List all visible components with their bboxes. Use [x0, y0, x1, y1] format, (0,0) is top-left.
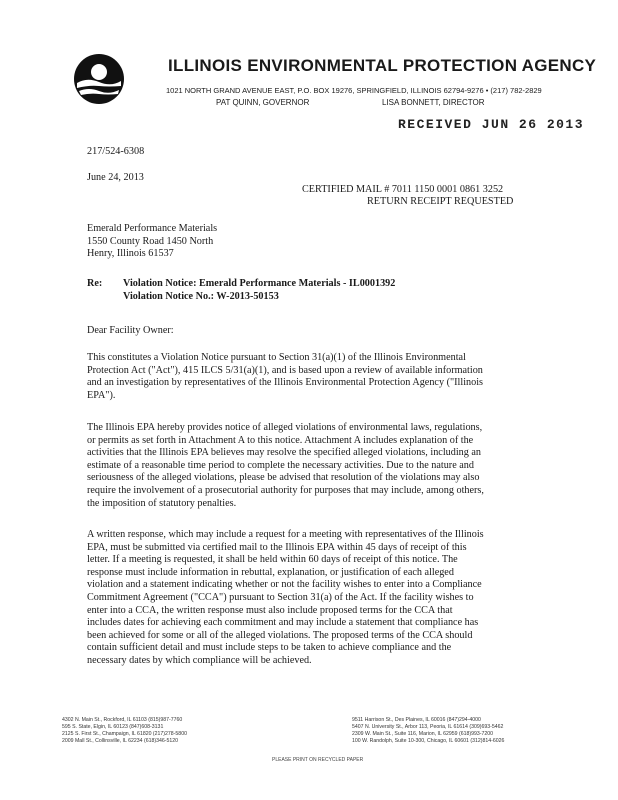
footer-office: 2309 W. Main St., Suite 116, Marion, IL 62959 (618)993-7200: [352, 731, 494, 737]
paragraph-line: require the involvement of a prosecutorial authority for purposes that may include, among others,: [87, 484, 484, 496]
footer-office: 100 W. Randolph, Suite 10-300, Chicago, IL 60601 (312)814-6026: [352, 738, 505, 744]
footer-office: 4302 N. Main St., Rockford, IL 61103 (815)987-7760: [62, 717, 183, 723]
letter-date: June 24, 2013: [87, 172, 144, 183]
paragraph-line: violation and a statement indicating whether or not the facility wishes to enter into a Compliance: [87, 579, 482, 591]
paragraph-line: the imposition of statutory penalties.: [87, 497, 237, 509]
paragraph-line: A written response, which may include a request for a meeting with representatives of the Illinois: [87, 529, 484, 540]
certified-mail-line: CERTIFIED MAIL # 7011 1150 0001 0861 3252: [302, 184, 504, 195]
paragraph-line: seriousness of the alleged violations, please be advised that resolution of the violations may also: [87, 472, 480, 484]
salutation: Dear Facility Owner:: [87, 325, 174, 336]
re-line: Violation Notice: Emerald Performance Materials - IL0001392: [123, 278, 396, 289]
paragraph-line: contain sufficient detail and must include steps to be taken to achieve compliance and the: [87, 642, 452, 654]
footer-office: 595 S. State, Elgin, IL 60123 (847)608-3131: [62, 724, 164, 730]
governor-name: PAT QUINN, GOVERNOR: [216, 98, 310, 107]
paragraph-line: This constitutes a Violation Notice pursuant to Section 31(a)(1) of the Illinois Environmental: [87, 352, 466, 363]
re-label: Re:: [87, 278, 103, 289]
agency-seal-icon: [73, 53, 125, 105]
re-subject: [123, 278, 395, 303]
agency-name: ILLINOIS ENVIRONMENTAL PROTECTION AGENCY: [168, 56, 597, 75]
footer-office: 2125 S. First St., Champaign, IL 61820 (217)278-5800: [62, 731, 187, 737]
recipient-line: 1550 County Road 1450 North: [87, 235, 214, 247]
footer-office: 5407 N. University St., Arbor 113, Peoria, IL 61614 (309)693-5462: [352, 724, 504, 730]
paragraph-line: necessary dates by which compliance will be achieved.: [87, 654, 312, 666]
paragraph-line: EPA, must be submitted via certified mail to the Illinois EPA within 45 days of receipt of this: [87, 541, 467, 553]
re-line: Violation Notice No.: W-2013-50153: [123, 290, 279, 302]
paragraph-line: or permits as set forth in Attachment A to this notice. Attachment A includes explanation of the: [87, 434, 474, 446]
paragraph-3: [87, 529, 557, 668]
paragraph-2: [87, 422, 557, 510]
paragraph-line: EPA").: [87, 389, 116, 401]
paragraph-line: estimate of a reasonable time period to complete the necessary activities. Due to the nature and: [87, 459, 474, 471]
footer-office: 9511 Harrison St., Des Plaines, IL 60016 (847)294-4000: [352, 717, 481, 723]
paragraph-line: response must include information in rebuttal, explanation, or justification of each alleged: [87, 566, 454, 578]
recipient-address: [87, 223, 217, 261]
director-name: LISA BONNETT, DIRECTOR: [382, 98, 485, 107]
footer-office: 2009 Mall St., Collinsville, IL 62234 (618)346-5120: [62, 738, 179, 744]
paragraph-line: activities that the Illinois EPA believes may resolve the specified alleged violations, including an: [87, 447, 482, 459]
paragraph-line: been achieved for some or all of the alleged violations. The proposed terms of the CCA should: [87, 629, 473, 641]
paragraph-1: [87, 352, 557, 402]
paragraph-line: and an investigation by representatives of the Illinois Environmental Protection Agency ("Illinois: [87, 377, 484, 389]
paragraph-line: The Illinois EPA hereby provides notice of alleged violations of environmental laws, regulations,: [87, 422, 483, 433]
paragraph-line: enter into a CCA, the written response must also include proposed terms for the CCA that: [87, 604, 453, 616]
paragraph-line: Protection Act ("Act"), 415 ILCS 5/31(a)(1), and is based upon a review of available information: [87, 364, 483, 376]
recycled-paper-note: PLEASE PRINT ON RECYCLED PAPER: [272, 757, 364, 763]
recipient-line: Henry, Illinois 61537: [87, 248, 174, 260]
paragraph-line: letter. If a meeting is requested, it shall be held within 60 days of receipt of this notice. The: [87, 554, 458, 566]
received-stamp: RECEIVED JUN 26 2013: [398, 117, 585, 132]
agency-address: 1021 NORTH GRAND AVENUE EAST, P.O. BOX 19276, SPRINGFIELD, ILLINOIS 62794-9276 • (217) 782-2829: [166, 86, 542, 95]
paragraph-line: Commitment Agreement ("CCA") pursuant to Section 31(a) of the Act. If the facility wishes to: [87, 591, 474, 603]
footer-offices-left: [62, 717, 187, 745]
return-receipt-line: RETURN RECEIPT REQUESTED: [367, 196, 514, 207]
phone-number: 217/524-6308: [87, 146, 145, 157]
paragraph-line: includes dates for achieving each commitment and may include a statement that compliance has: [87, 617, 479, 629]
recipient-line: Emerald Performance Materials: [87, 223, 218, 234]
footer-offices-right: [352, 717, 504, 745]
